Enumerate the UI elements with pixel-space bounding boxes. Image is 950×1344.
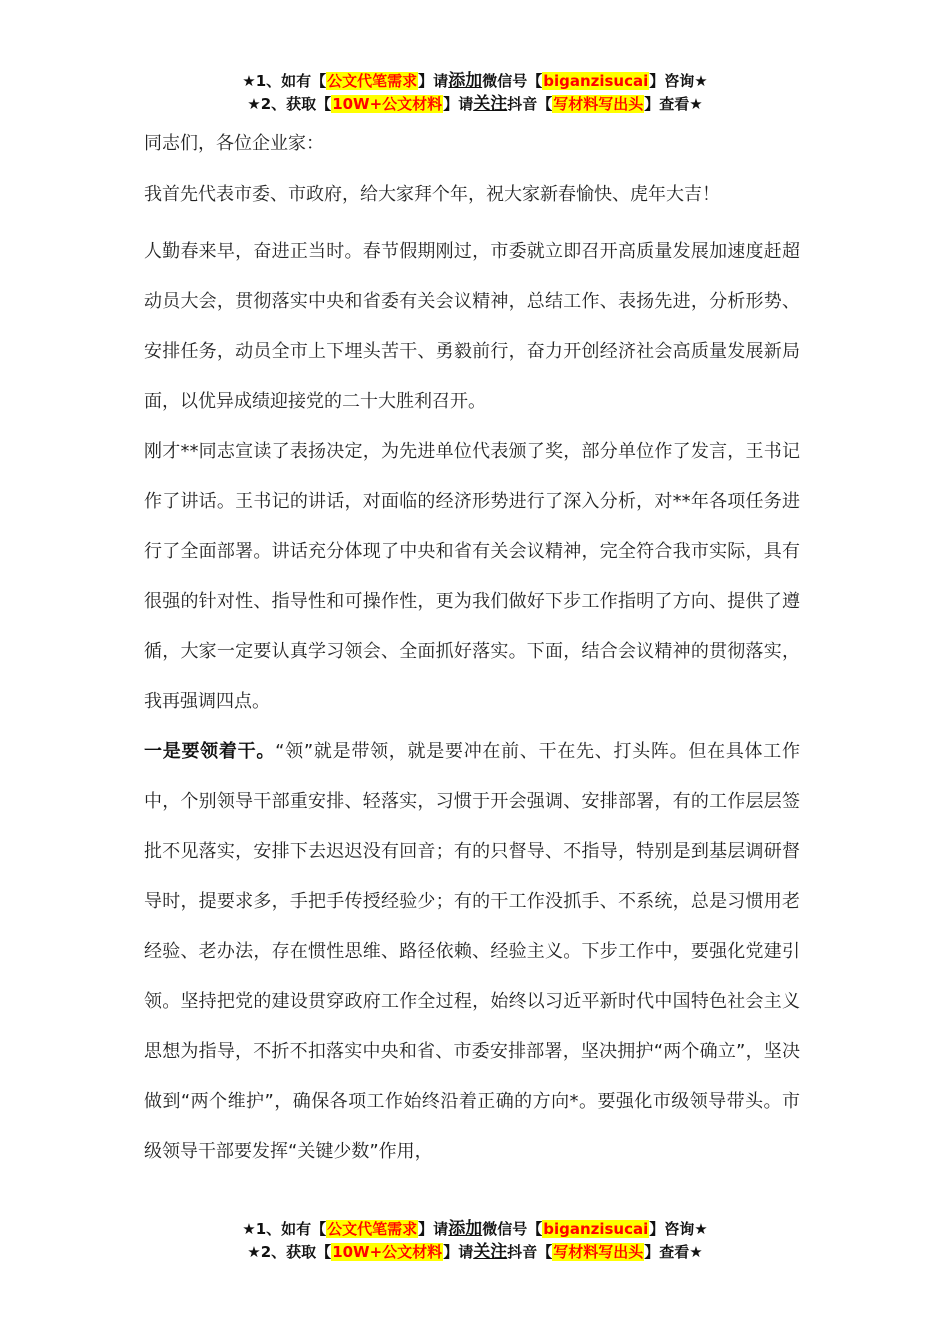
- point-body: “领”就是带领，就是要冲在前、干在先、打头阵。但在具体工作中，个别领导干部重安排、轻落实，习惯于开会强调、安排部署，有的工作层层签批不见落实，安排下去迟迟没有回音；有的只督导、不指导，特别是到基层调研督导时，提要求多，手把手传授经验少；有的干工作没抓手、不系统，总是习惯用老经验、老办法，存在惯性思维、路径依赖、经验主义。下步工作中，要强化党建引领。坚持把党的建设贯穿政府工作全过程，始终以习近平新时代中国特色社会主义思想为指导，不折不扣落实中央和省、市委安排部署，坚决拥护“两个确立”，坚决做到“两个维护”，确保各项工作始终沿着正确的方向*。要强化市级领导带头。市级领导干部要发挥“关键少数”作用，: [144, 741, 801, 1162]
- promo-prefix: ★2、获取【: [247, 1243, 332, 1261]
- promo-suffix: 】咨询★: [649, 1220, 708, 1238]
- promo-emphasis: 关注: [473, 94, 508, 114]
- promo-highlight-service: 公文代笔需求: [327, 72, 418, 90]
- promo-highlight-service: 公文代笔需求: [327, 1220, 418, 1238]
- promo-text: 】请: [418, 1220, 449, 1238]
- promo-line-1: [0, 70, 950, 93]
- salutation: 同志们，各位企业家：: [144, 133, 324, 154]
- promo-highlight-materials: 10W+公文材料: [332, 1243, 443, 1261]
- promo-text: 抖音【: [507, 1243, 553, 1261]
- promo-header: [0, 70, 950, 116]
- paragraph-intro: 人勤春来早，奋进正当时。春节假期刚过，市委就立即召开高质量发展加速度赶超动员大会，贯彻落实中央和省委有关会议精神，总结工作、表扬先进，分析形势、安排任务，动员全市上下埋头苦干、勇毅前行，奋力开创经济社会高质量发展新局面，以优异成绩迎接党的二十大胜利召开。: [144, 241, 800, 412]
- promo-text: 】请: [443, 95, 474, 113]
- promo-highlight-wechat-id: biganzisucai: [543, 72, 649, 90]
- promo-emphasis: 添加: [448, 1219, 483, 1239]
- document-body: [144, 126, 800, 1177]
- promo-highlight-douyin-account: 写材料写出头: [553, 1243, 644, 1261]
- promo-line-2: [0, 93, 950, 116]
- promo-line-1: [0, 1218, 950, 1241]
- promo-text: 】请: [443, 1243, 474, 1261]
- promo-highlight-douyin-account: 写材料写出头: [553, 95, 644, 113]
- promo-emphasis: 关注: [473, 1242, 508, 1262]
- promo-text: 微信号【: [482, 72, 543, 90]
- paragraph-review: 刚才**同志宣读了表扬决定，为先进单位代表颁了奖，部分单位作了发言，王书记作了讲话。王书记的讲话，对面临的经济形势进行了深入分析，对**年各项任务进行了全面部署。讲话充分体现了中央和省有关会议精神，完全符合我市实际，具有很强的针对性、指导性和可操作性，更为我们做好下步工作指明了方向、提供了遵循，大家一定要认真学习领会、全面抓好落实。下面，结合会议精神的贯彻落实，我再强调四点。: [144, 441, 800, 712]
- promo-suffix: 】咨询★: [649, 72, 708, 90]
- promo-prefix: ★1、如有【: [242, 1220, 327, 1238]
- promo-highlight-materials: 10W+公文材料: [332, 95, 443, 113]
- promo-text: 微信号【: [482, 1220, 543, 1238]
- paragraph-point-one: [144, 727, 800, 1177]
- promo-emphasis: 添加: [448, 71, 483, 91]
- promo-line-2: [0, 1241, 950, 1264]
- promo-text: 】请: [418, 72, 449, 90]
- promo-footer: [0, 1218, 950, 1264]
- point-heading: 一是要领着干。: [144, 741, 276, 762]
- promo-suffix: 】查看★: [644, 95, 703, 113]
- promo-highlight-wechat-id: biganzisucai: [543, 1220, 649, 1238]
- promo-prefix: ★1、如有【: [242, 72, 327, 90]
- promo-prefix: ★2、获取【: [247, 95, 332, 113]
- promo-text: 抖音【: [507, 95, 553, 113]
- greeting-paragraph: 我首先代表市委、市政府，给大家拜个年，祝大家新春愉快、虎年大吉！: [144, 184, 720, 205]
- promo-suffix: 】查看★: [644, 1243, 703, 1261]
